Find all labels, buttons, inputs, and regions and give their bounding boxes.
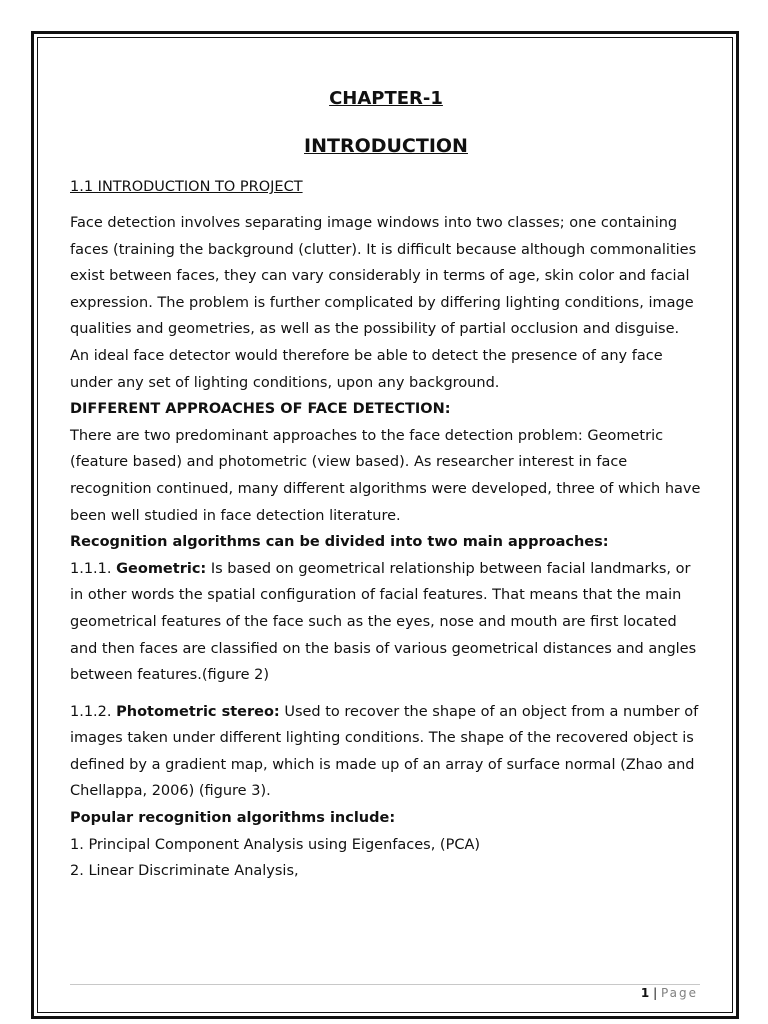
item-text: Used to recover the shape of an object from a number of images taken under different lighting conditions. The shape of the recovered object is defined by a gradient map, which is made up of an array of surface normal (Zhao and Chellappa, 2006) (figure 3). bbox=[70, 703, 699, 800]
geometric-item bbox=[70, 556, 702, 689]
page-footer bbox=[641, 986, 698, 1000]
item-text: Is based on geometrical relationship between facial landmarks, or in other words the spatial configuration of facial features. That means that the main geometrical features of the face such as the eyes, nose and mouth are first located and then faces are classified on the basis of various geometrical distances and angles between features.(figure 2) bbox=[70, 560, 697, 684]
intro-paragraph: Face detection involves separating image windows into two classes; one containing faces (training the background (clutter). It is difficult because although commonalities exist between faces, they can vary considerably in terms of age, skin color and facial expression. The problem is further complicated by differing lighting conditions, image qualities and geometries, as well as the possibility of partial occlusion and disguise. An ideal face detector would therefore be able to detect the presence of any face under any set of lighting conditions, upon any background. bbox=[70, 215, 697, 391]
list-item: 2. Linear Discriminate Analysis, bbox=[70, 863, 299, 880]
popular-heading: Popular recognition algorithms include: bbox=[70, 810, 396, 827]
item-term: Geometric: bbox=[116, 560, 207, 577]
section-heading: 1.1 INTRODUCTION TO PROJECT bbox=[70, 179, 303, 195]
chapter-title: INTRODUCTION bbox=[304, 135, 468, 157]
document-body bbox=[70, 84, 702, 885]
photometric-item bbox=[70, 699, 702, 805]
item-number: 1.1.2. bbox=[70, 703, 112, 720]
footer-separator: | bbox=[653, 986, 658, 1000]
list-item: 1. Principal Component Analysis using Eigenfaces, (PCA) bbox=[70, 836, 481, 853]
chapter-heading: CHAPTER-1 bbox=[329, 88, 443, 109]
approaches-heading: DIFFERENT APPROACHES OF FACE DETECTION: bbox=[70, 401, 451, 418]
page-number: 1 bbox=[640, 986, 650, 1000]
item-term: Photometric stereo: bbox=[116, 703, 280, 720]
approaches-paragraph: There are two predominant approaches to the face detection problem: Geometric (feature based) and photometric (view based). As researcher interest in face recognition continued, many different algorithms were developed, three of which have been well studied in face detection literature. bbox=[70, 427, 701, 524]
page-label: Page bbox=[660, 986, 698, 1000]
recognition-heading: Recognition algorithms can be divided into two main approaches: bbox=[70, 534, 609, 551]
item-number: 1.1.1. bbox=[70, 560, 112, 577]
footer-divider bbox=[70, 984, 700, 985]
